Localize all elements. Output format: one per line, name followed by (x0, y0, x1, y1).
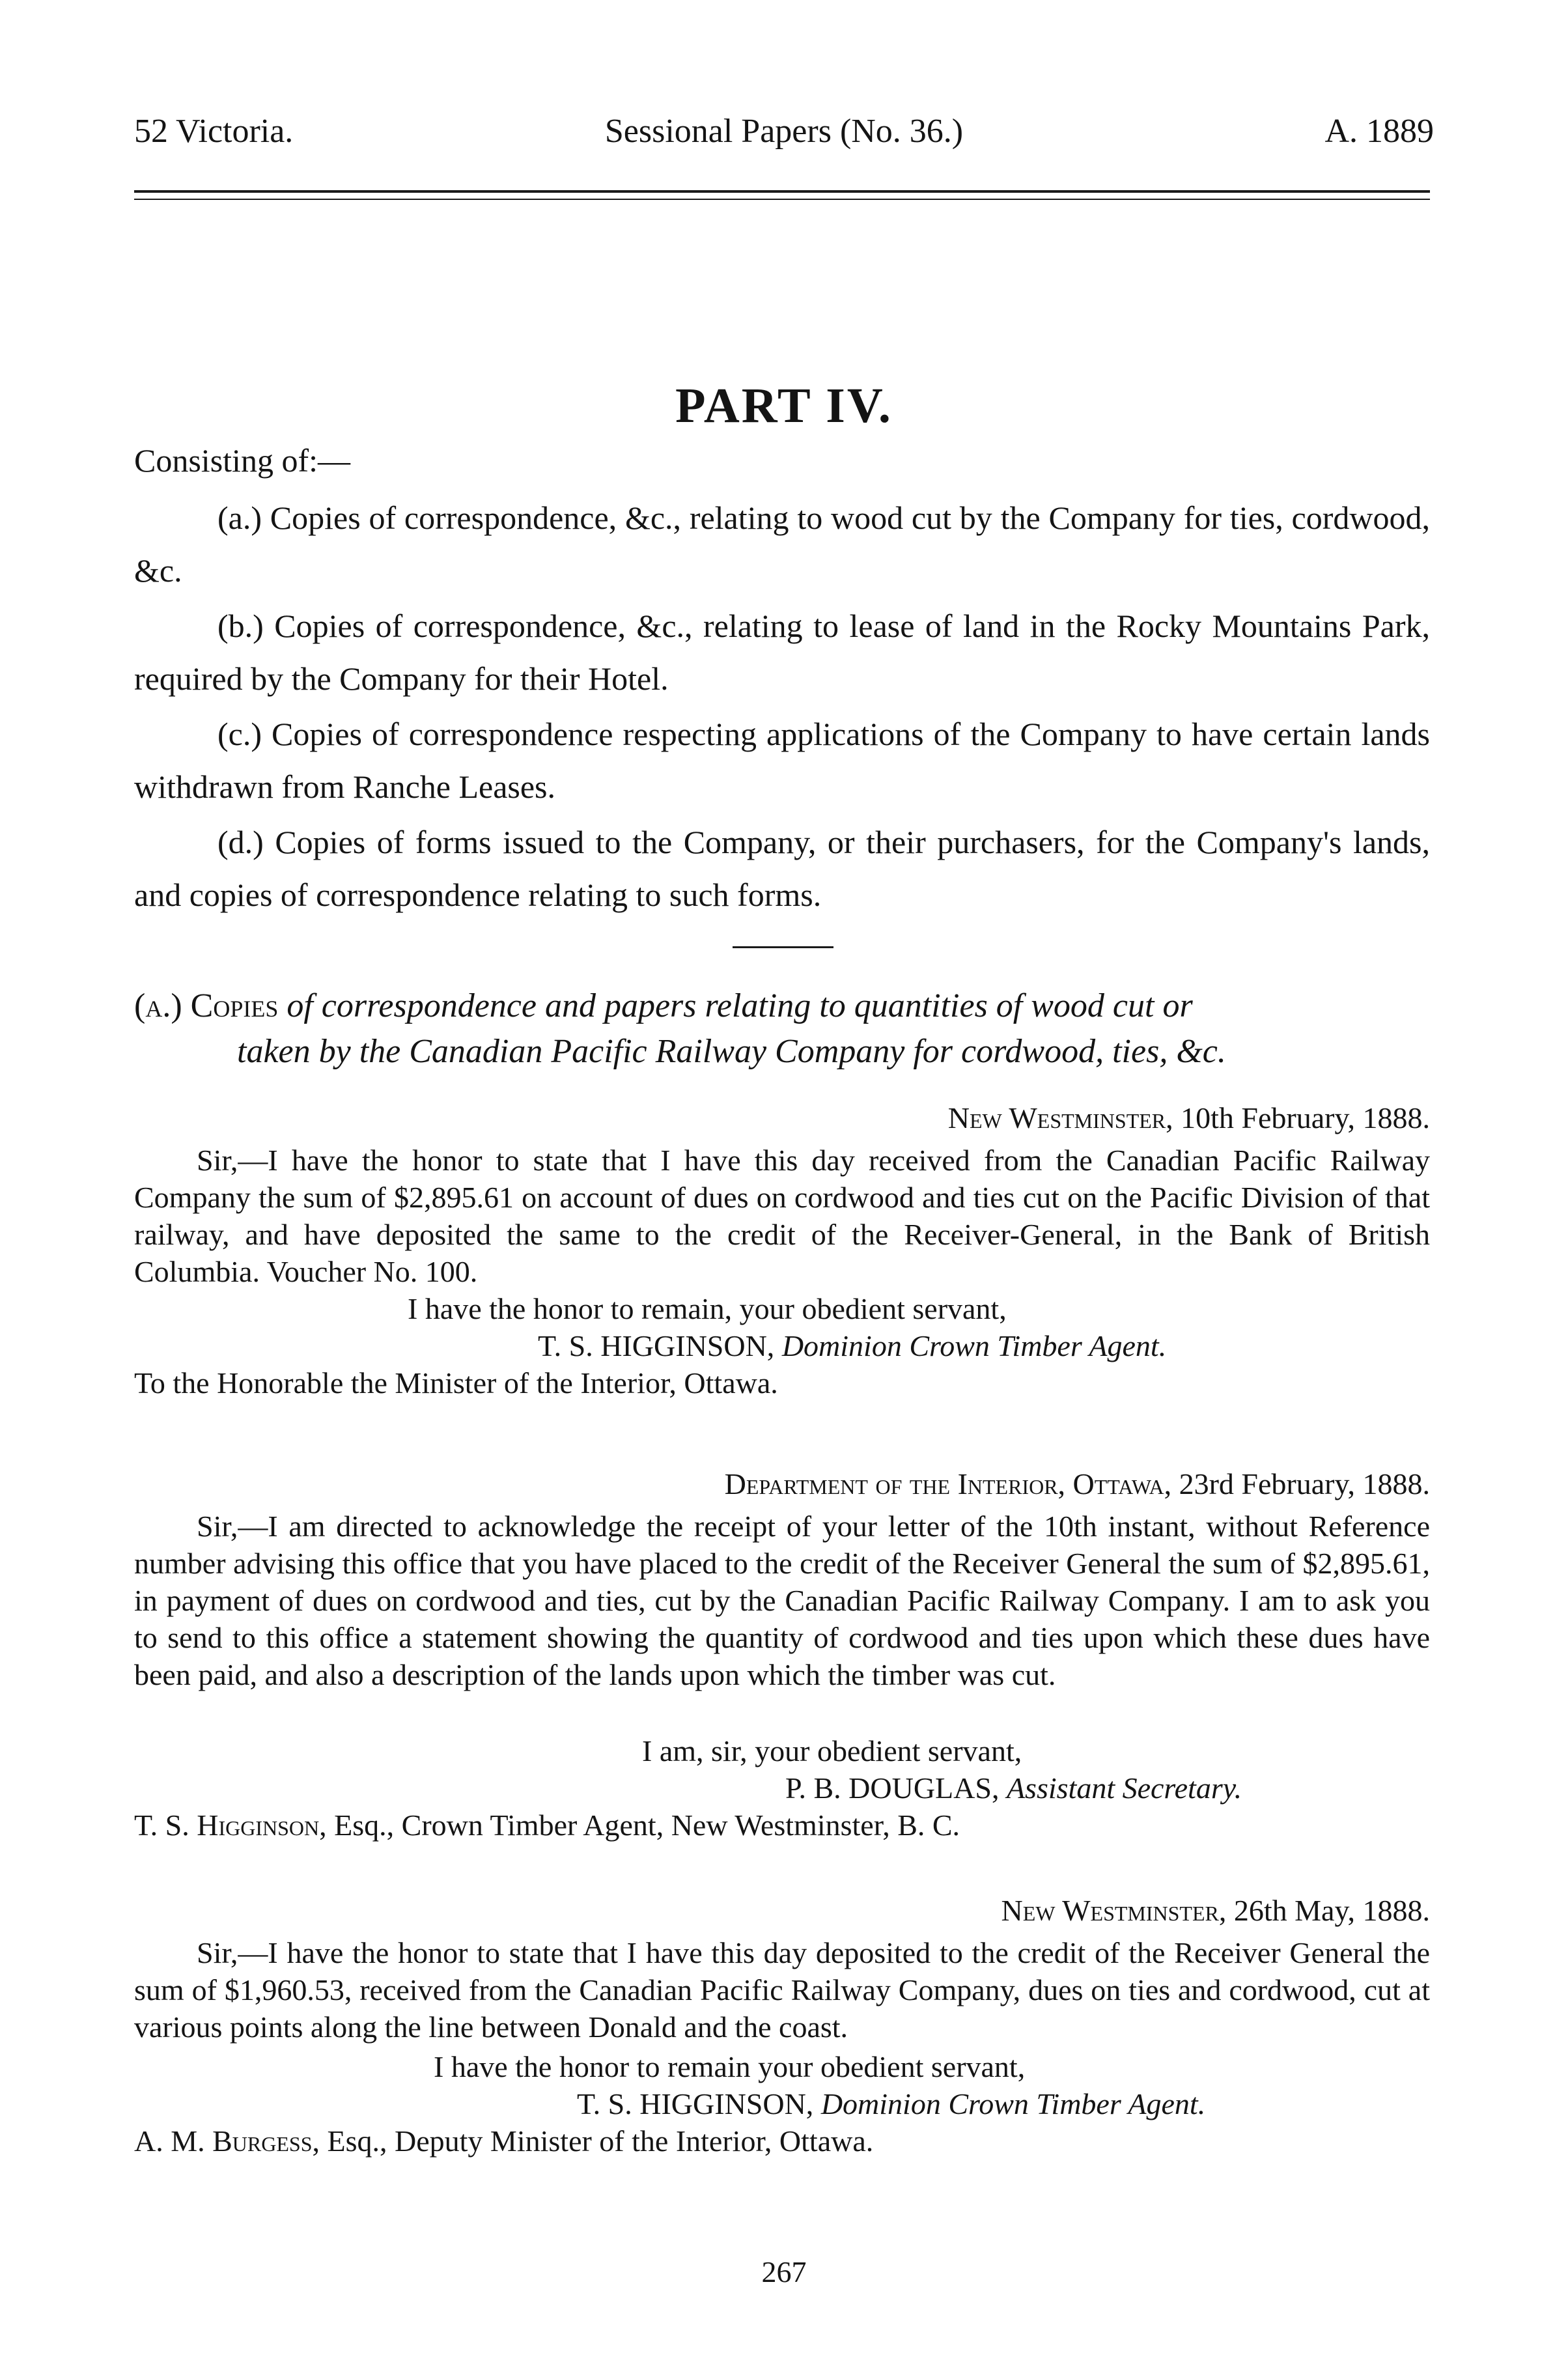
letter-addressee (134, 1807, 1430, 1844)
addressee-name: To the Honorable the Minister of the Interior, Ottawa. (134, 1366, 778, 1400)
letter-dateline (134, 1465, 1430, 1502)
contents-item: (d.) Copies of forms issued to the Company, or their purchasers, for the Company's lands, and copies of correspondence relating to such forms. (134, 824, 1430, 913)
section-divider (733, 946, 833, 948)
section-copies-word: Copies (190, 987, 279, 1024)
signer-title: Dominion Crown Timber Agent. (820, 2087, 1206, 2120)
section-heading-line2: taken by the Canadian Pacific Railway Company for cordwood, ties, &c. (237, 1033, 1226, 1070)
consisting-label: Consisting of:— (134, 442, 350, 479)
addressee-name: T. S. Higginson, (134, 1808, 327, 1842)
page-number: 267 (761, 2255, 807, 2288)
letter-dateline (134, 1099, 1430, 1136)
header-title: Sessional Papers (No. 36.) (604, 113, 964, 150)
dateline-place: New Westminster, (947, 1101, 1173, 1134)
letter-closing: I have the honor to remain, your obedient servant, (408, 1292, 1007, 1325)
header-session: 52 Victoria. (134, 113, 294, 150)
letter (134, 1892, 1430, 2160)
signer-name: P. B. DOUGLAS, (785, 1771, 1000, 1805)
dateline-date: 26th May, 1888. (1233, 1894, 1430, 1927)
running-header (134, 112, 1434, 158)
letter-body: Sir,—I have the honor to state that I have this day received from the Canadian Pacific Railway Company the sum of $2,895.61 on account of dues on cordwood and ties cut on the Pacific Division of that railway, and have deposited the same to the credit of the Receiver-General, in the Bank of British Columbia. Voucher No. 100. (134, 1144, 1430, 1288)
signer-name: T. S. HIGGINSON, (538, 1329, 775, 1362)
letter-body: Sir,—I have the honor to state that I have this day deposited to the credit of the Receiver General the sum of $1,960.53, received from the Canadian Pacific Railway Company, dues on ties and cordwood, cut at various points along the line between Donald and the coast. (134, 1936, 1430, 2044)
letter-closing: I am, sir, your obedient servant, (642, 1734, 1022, 1767)
addressee-detail: Esq., Deputy Minister of the Interior, Ottawa. (327, 2124, 874, 2158)
letter-signature (134, 1769, 1430, 1807)
letter-addressee (134, 1364, 1430, 1401)
header-rule-thick (134, 190, 1430, 193)
letter-closing: I have the honor to remain your obedient servant, (434, 2050, 1026, 2083)
contents-item: (a.) Copies of correspondence, &c., relating to wood cut by the Company for ties, cordwood, &c. (134, 500, 1430, 589)
letter-dateline (134, 1892, 1430, 1929)
section-heading (134, 983, 1430, 1075)
addressee-name: A. M. Burgess, (134, 2124, 320, 2158)
letter (134, 1099, 1430, 1401)
signer-name: T. S. HIGGINSON, (577, 2087, 814, 2120)
contents-item: (c.) Copies of correspondence respecting applications of the Company to have certain lands withdrawn from Ranche Leases. (134, 716, 1430, 805)
signer-title: Dominion Crown Timber Agent. (781, 1329, 1167, 1362)
dateline-date: 10th February, 1888. (1181, 1101, 1430, 1134)
header-year: A. 1889 (1324, 113, 1434, 150)
part-title: PART IV. (675, 378, 893, 433)
header-rule-thin (134, 199, 1430, 200)
letter-signature (134, 1327, 1430, 1364)
dateline-date: 23rd February, 1888. (1179, 1467, 1430, 1500)
signer-title: Assistant Secretary. (1006, 1771, 1242, 1805)
contents-list (134, 492, 1430, 924)
section-marker: (a.) (134, 987, 182, 1024)
section-heading-line1: of correspondence and papers relating to quantities of wood cut or (287, 987, 1193, 1024)
addressee-detail: Esq., Crown Timber Agent, New Westminster, B. C. (334, 1808, 960, 1842)
letter-signature (134, 2085, 1430, 2122)
letter (134, 1465, 1430, 1844)
contents-item: (b.) Copies of correspondence, &c., relating to lease of land in the Rocky Mountains Park, required by the Company for their Hotel. (134, 608, 1430, 697)
dateline-place: Department of the Interior, Ottawa, (724, 1467, 1172, 1500)
letter-body: Sir,—I am directed to acknowledge the receipt of your letter of the 10th instant, without Reference number advising this office that you have placed to the credit of the Receiver General the sum of $2,895.61, in payment of dues on cordwood and ties, cut by the Canadian Pacific Railway Company. I am to ask you to send to this office a statement showing the quantity of cordwood and ties upon which these dues have been paid, and also a description of the lands upon which the timber was cut. (134, 1510, 1430, 1691)
dateline-place: New Westminster, (1001, 1894, 1227, 1927)
letter-addressee (134, 2122, 1430, 2160)
